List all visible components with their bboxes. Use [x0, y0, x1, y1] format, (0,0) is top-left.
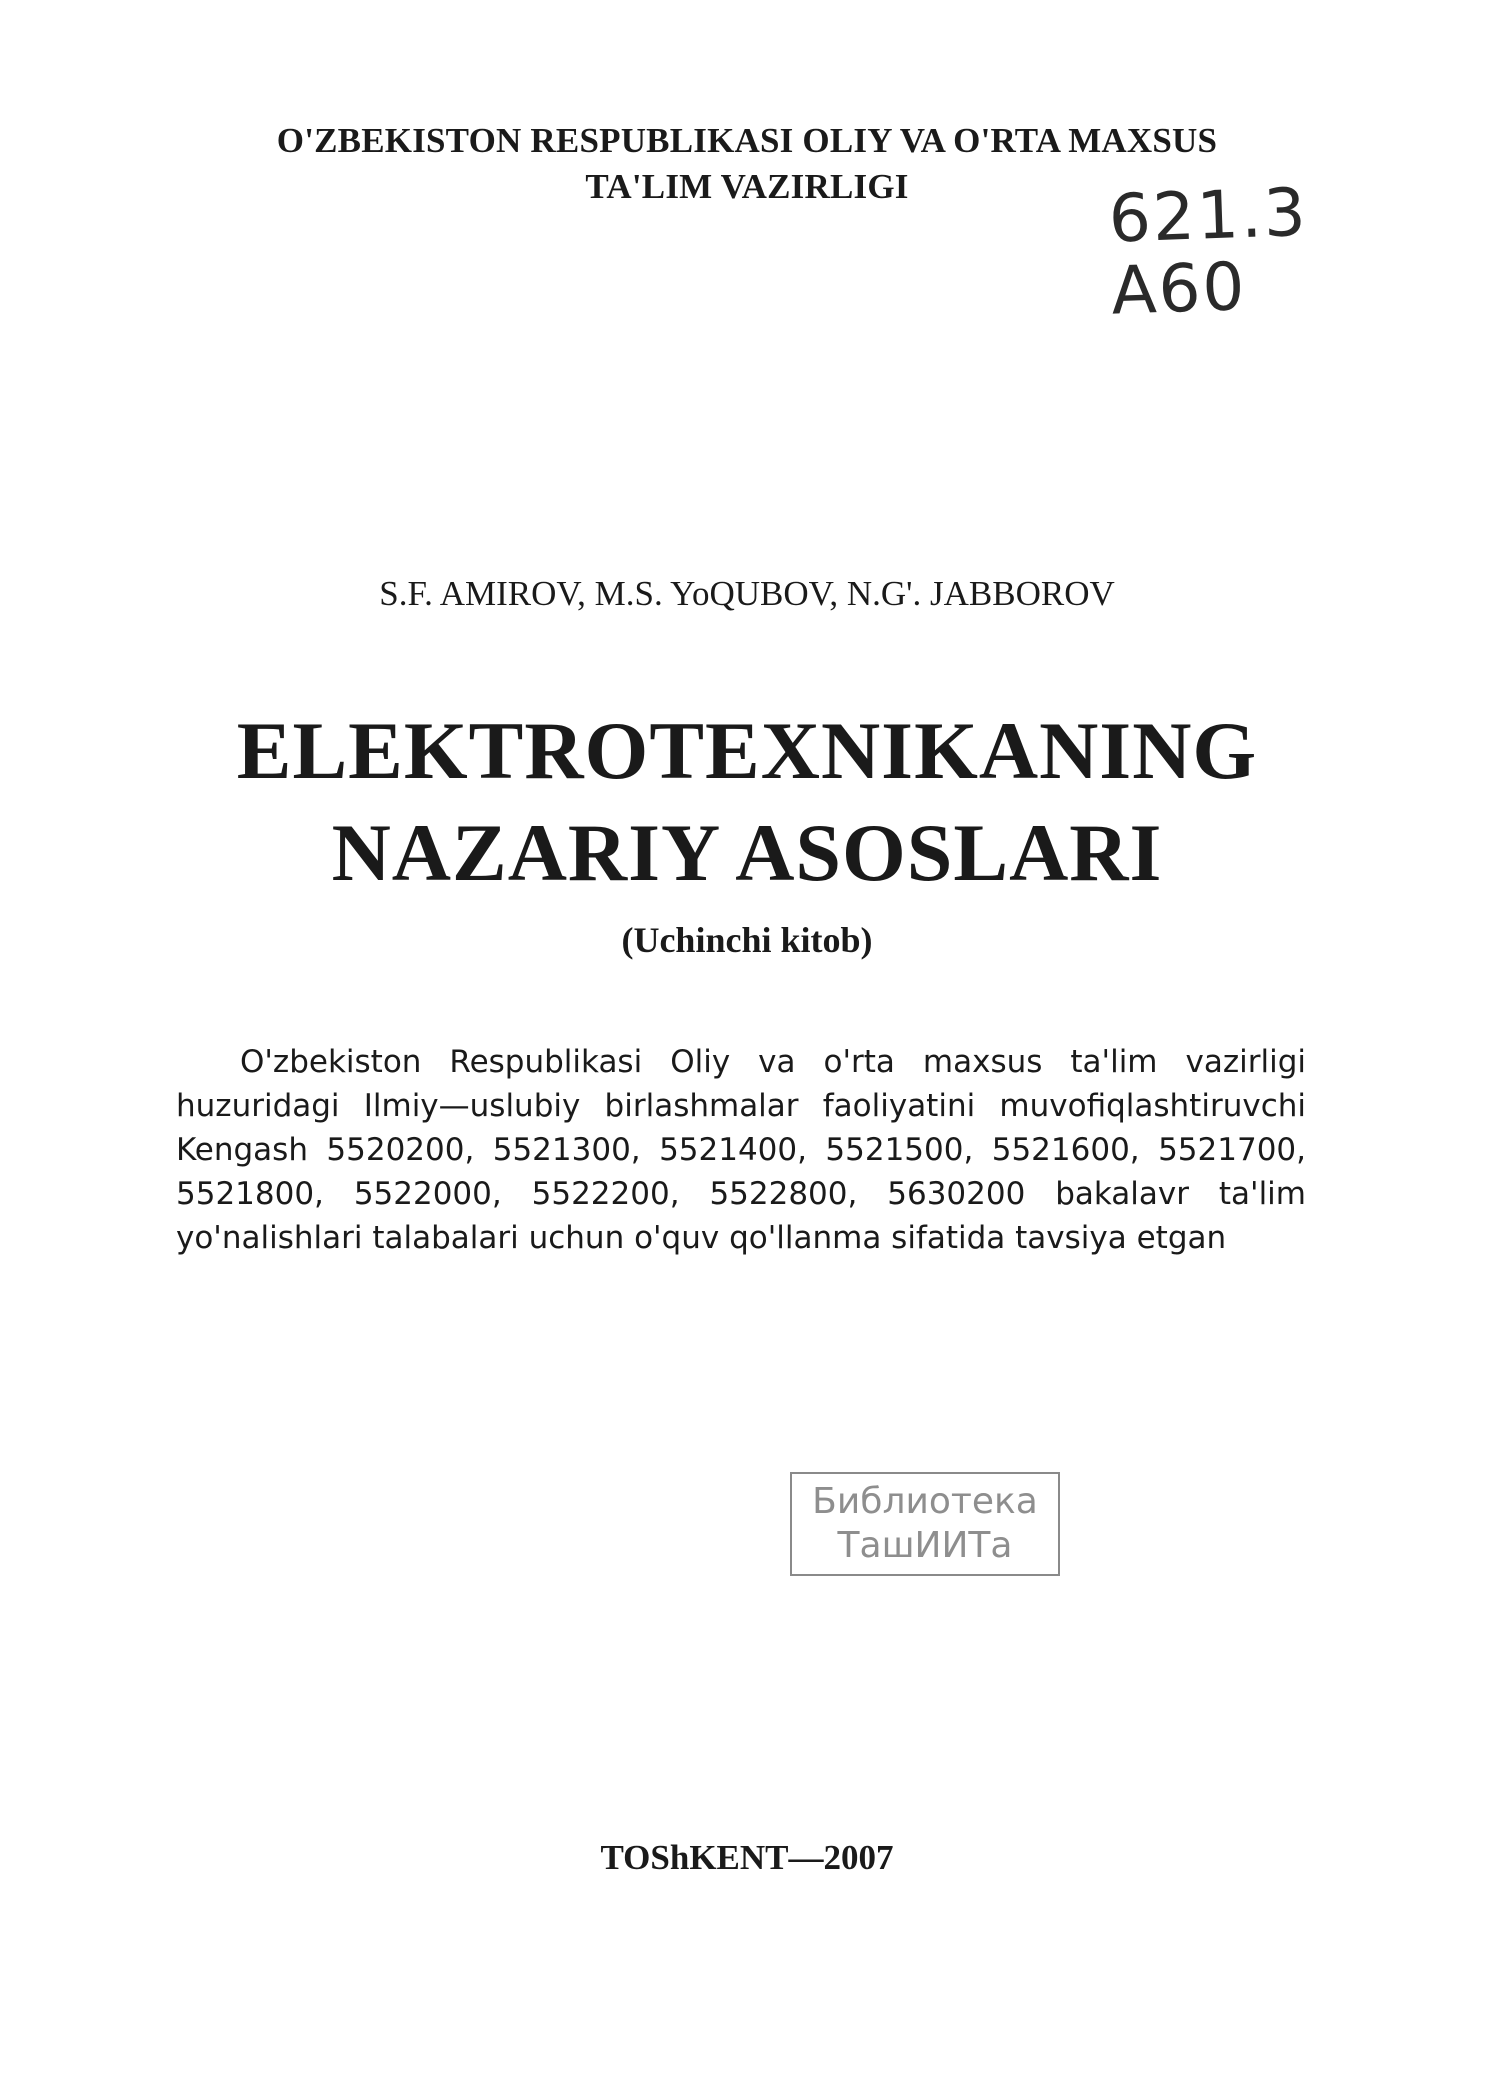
authors: S.F. AMIROV, M.S. YoQUBOV, N.G'. JABBOROV — [379, 574, 1115, 613]
city-year: TOShKENT—2007 — [600, 1838, 894, 1877]
library-stamp-line-2: ТашИИТа — [837, 1525, 1013, 1566]
library-code-line-1: 621.3 — [1107, 173, 1309, 258]
library-stamp — [790, 1472, 1060, 1576]
ministry-line-1: O'ZBEKISTON RESPUBLIKASI OLIY VA O'RTA MAXSUS — [276, 121, 1218, 160]
approval-text: O'zbekiston Respublikasi Oliy va o'rta maxsus ta'lim vazirligi huzuridagi Ilmiy—uslubiy birlashmalar faoliyatini muvofiqlashtiruvchi Kengash 5520200, 5521300, 5521400, 5521500, 5521600, 5521700, 5521800, 5522000, 5522200, 5522800, 5630200 bakalavr ta'lim yo'nalishlari talabalari uchun o'quv qo'llanma sifatida tavsiya etgan — [176, 1044, 1306, 1256]
handwritten-library-code — [1107, 173, 1323, 330]
approval-paragraph — [176, 1040, 1306, 1260]
ministry-line-2: TA'LIM VAZIRLIGI — [585, 167, 909, 206]
book-volume: (Uchinchi kitob) — [621, 920, 873, 960]
book-title — [0, 700, 1494, 904]
library-code-line-2: A60 — [1109, 247, 1248, 330]
book-title-line-2: NAZARIY ASOSLARI — [331, 807, 1163, 898]
book-title-line-1: ELEKTROTEXNIKANING — [236, 705, 1258, 796]
library-stamp-line-1: Библиотека — [812, 1481, 1038, 1522]
